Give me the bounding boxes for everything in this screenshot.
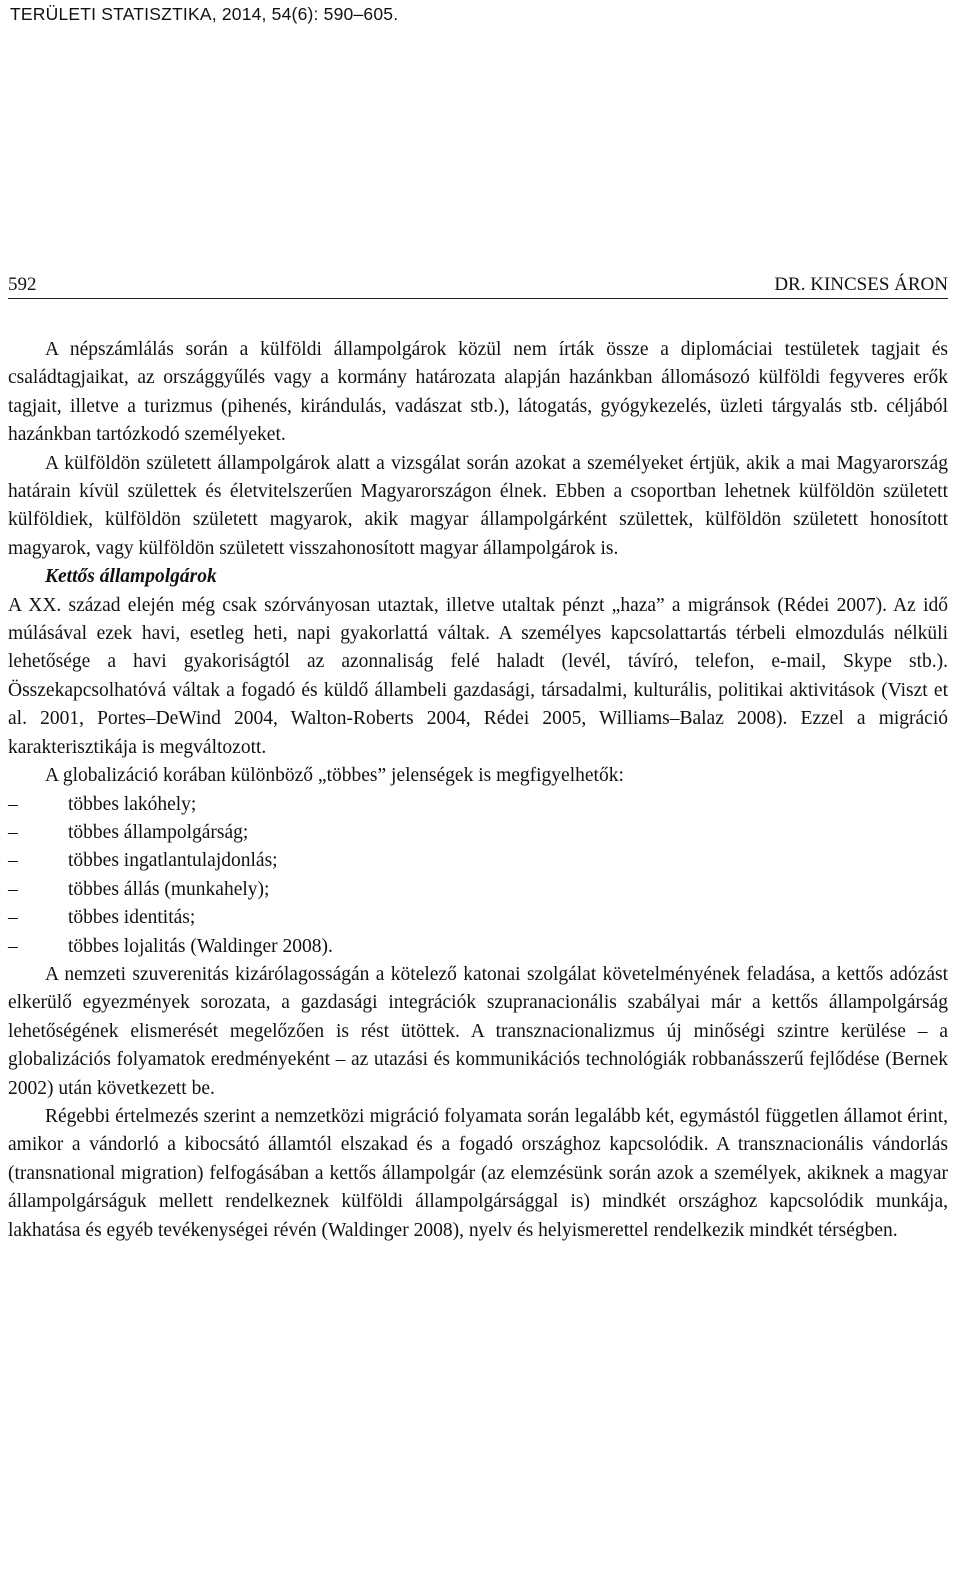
- list-item-text: többes lojalitás (Waldinger 2008).: [68, 935, 333, 957]
- dash-bullet: –: [8, 793, 18, 815]
- list-item: [8, 847, 948, 875]
- paragraph-globalization-intro: A globalizáció korában különböző „többes” jelenségek is megfigyelhetők:: [45, 765, 624, 787]
- dash-bullet: –: [8, 907, 18, 929]
- list-item-text: többes lakóhely;: [68, 793, 197, 815]
- article-body: [8, 336, 948, 1245]
- paragraph-transnational-migration: Régebbi értelmezés szerint a nemzetközi migráció folyamata során legalább két, egymástól független államot érint, amikor a vándorló a kibocsátó államtól elszakad és a fogadó országhoz kapcsolódik. A transznacionális vándorlás (transnational migration) felfogásában a kettős állampolgár (az elemzésünk során azok a személyek, akiknek a magyar állampolgárságuk mellett rendelkeznek külföldi állampolgársággal is) mindkét országhoz kapcsolódik munkája, lakhatása és egyéb tevékenységei révén (Waldinger 2008), nyelv és helyismerettel rendelkezik mindkét térségben.: [8, 1105, 948, 1241]
- list-item-text: többes ingatlantulajdonlás;: [68, 850, 278, 872]
- dash-bullet: –: [8, 821, 18, 843]
- author-name: DR. KINCSES ÁRON: [774, 274, 948, 295]
- paragraph-history: A XX. század elején még csak szórványosan utaztak, illetve utaltak pénzt „haza” a migránsok (Rédei 2007). Az idő múlásával ezek havi, esetleg heti, napi gyakorlattá váltak. A személyes kapcsolattartás térbeli elmozdulás nélküli lehetősége a havi gyakoriságtól az azonnaliság felé haladt (levél, távíró, telefon, e-mail, Skype stb.). Összekapcsolhatóvá váltak a fogadó és küldő állambeli gazdasági, társadalmi, kulturális, politikai aktivitások (Viszt et al. 2001, Portes–DeWind 2004, Walton-Roberts 2004, Rédei 2005, Williams–Balaz 2008). Ezzel a migráció karakterisztikája is megváltozott.: [8, 594, 948, 758]
- paragraph-sovereignty: A nemzeti szuverenitás kizárólagosságán a kötelező katonai szolgálat követelményének feladása, a kettős adózást elkerülő egyezmények sorozata, a gazdasági integrációk szupranacionális szabályai már a kettős állampolgárság lehetőségének elismerését megelőzően is rést ütöttek. A transznacionalizmus új minőségi szintre kerülése – a globalizációs folyamatok eredményeként – az utazási és kommunikációs technológiák robbanásszerű fejlődése (Bernek 2002) után következett be.: [8, 963, 948, 1099]
- dash-bullet: –: [8, 850, 18, 872]
- section-title: Kettős állampolgárok: [45, 566, 217, 588]
- list-item: [8, 819, 948, 847]
- list-item: [8, 933, 948, 961]
- list-item: [8, 904, 948, 932]
- list-item: [8, 876, 948, 904]
- list-item-text: többes állás (munkahely);: [68, 878, 270, 900]
- list-item-text: többes identitás;: [68, 907, 196, 929]
- paragraph-exclusions: A népszámlálás során a külföldi állampolgárok közül nem írták össze a diplomáciai testületek tagjait és családtagjaikat, az országgyűlés vagy a kormány határozata alapján hazánkban állomásozó külföldi fegyveres erők tagjait, illetve a turizmus (pihenés, kirándulás, vadászat stb.), látogatás, gyógykezelés, üzleti tárgyalás stb. céljából hazánkban tartózkodó személyeket.: [8, 339, 948, 446]
- running-head: [8, 274, 948, 299]
- paragraph-foreign-born-definition: A külföldön született állampolgárok alatt a vizsgálat során azokat a személyeket értjük, akik a mai Magyarország határain kívül születtek és életvitelszerűen Magyarországon élnek. Ebben a csoportban lehetnek külföldön született külföldiek, külföldön született magyarok, akik magyar állampolgárként születtek, külföldön született honosított magyarok, vagy külföldön született visszahonosított magyar állampolgárok is.: [8, 452, 948, 559]
- journal-citation-header: TERÜLETI STATISZTIKA, 2014, 54(6): 590–605.: [10, 4, 399, 24]
- multiple-phenomena-list: [8, 791, 948, 961]
- list-item: [8, 791, 948, 819]
- dash-bullet: –: [8, 935, 18, 957]
- page-number: 592: [8, 274, 37, 295]
- dash-bullet: –: [8, 878, 18, 900]
- list-item-text: többes állampolgárság;: [68, 821, 249, 843]
